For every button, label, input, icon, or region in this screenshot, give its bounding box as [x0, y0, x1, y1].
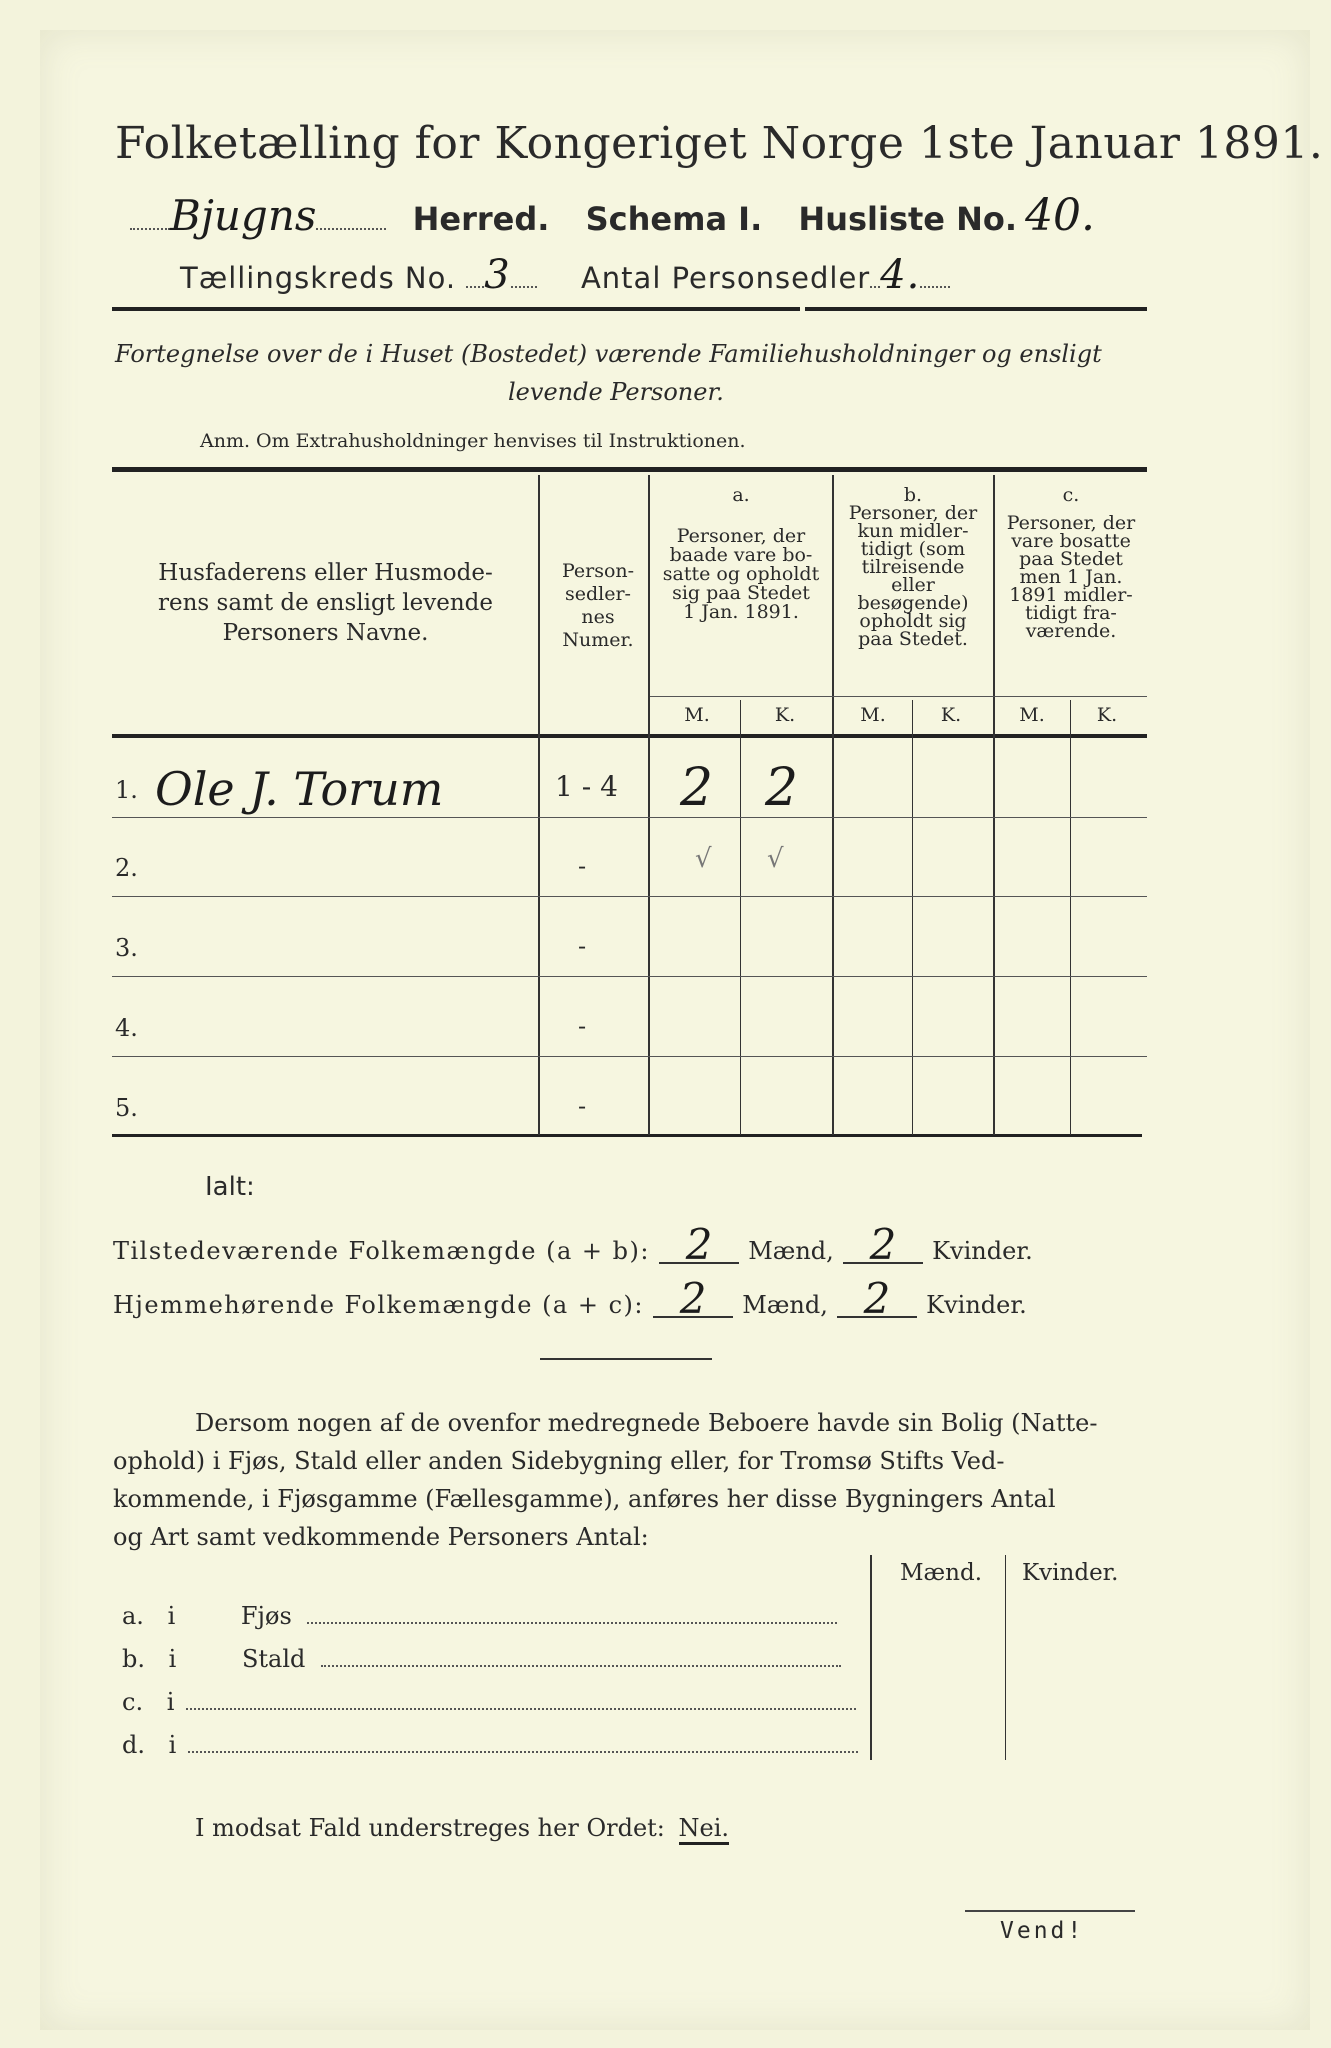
header-rule-right	[805, 307, 1147, 311]
modsat-line: I modsat Fald understreges her Ordet: Nei.	[195, 1814, 729, 1842]
label-b-k: K.	[940, 704, 962, 726]
totals-line-2-label: Hjemmehørende Folkemængde (a + c):	[113, 1291, 644, 1319]
totals-line-1-label: Tilstedeværende Folkemængde (a + b):	[113, 1237, 650, 1265]
label-a-m: M.	[684, 704, 710, 726]
totals-line-1	[113, 1220, 1033, 1269]
buildings-col-kvinder: Kvinder.	[1022, 1560, 1119, 1586]
row-num: -	[578, 1092, 587, 1120]
nei-word: Nei.	[679, 1814, 730, 1845]
herred-value: Bjugns	[170, 191, 317, 240]
vend-rule	[965, 1910, 1135, 1912]
totals-line-2-k: 2	[837, 1282, 917, 1318]
mk-subheader-line	[650, 696, 1147, 697]
table-row	[115, 758, 1145, 820]
intro-line-2: levende Personer.	[508, 378, 724, 406]
totals-line-1-maend: Mænd,	[748, 1237, 834, 1265]
husliste-label: Husliste No.	[798, 200, 1018, 238]
totals-line-2-m: 2	[653, 1282, 733, 1318]
row-a-k: 2	[765, 758, 799, 818]
kreds-value: 3	[484, 252, 511, 298]
col-header-b: b. Personer, der kun midler- tidigt (som tilreisende eller besøgende) opholdt sig paa Stedet.	[848, 484, 978, 650]
row-name: Ole J. Torum	[155, 762, 444, 816]
row-num: 1 - 4	[555, 770, 618, 803]
buildings-col-divider-1	[870, 1555, 872, 1760]
table-header-bottom-rule	[112, 734, 1147, 738]
col-divider-cm	[1070, 700, 1071, 1135]
herred-line	[130, 190, 1095, 241]
label-b-m: M.	[860, 704, 886, 726]
row-a-m: √	[695, 844, 712, 874]
row-number: 5.	[115, 1094, 138, 1122]
schema-label: Schema I.	[585, 200, 763, 238]
totals-line-2-maend: Mænd,	[742, 1291, 828, 1319]
table-top-rule	[112, 467, 1147, 472]
ialt-label: Ialt:	[205, 1172, 255, 1202]
antal-value: 4.	[880, 252, 921, 298]
section-divider	[540, 1358, 712, 1360]
row-number: 3.	[115, 934, 138, 962]
herred-label: Herred.	[412, 200, 550, 238]
row-number: 1.	[115, 776, 138, 804]
table-row	[115, 1012, 1145, 1062]
kreds-label: Tællingskreds No.	[180, 261, 457, 295]
table-row	[115, 932, 1145, 982]
header-rule-left	[112, 307, 800, 311]
husliste-value: 40.	[1025, 190, 1096, 241]
row-a-m: 2	[680, 758, 714, 818]
row-num: -	[578, 852, 587, 880]
antal-label: Antal Personsedler	[580, 261, 871, 295]
totals-line-1-k: 2	[843, 1228, 923, 1264]
building-row-d: d. i	[122, 1731, 858, 1759]
buildings-col-maend: Mænd.	[900, 1560, 983, 1586]
building-row-a: a. i Fjøs	[122, 1602, 837, 1630]
building-row-b: b. i Stald	[122, 1645, 841, 1673]
buildings-col-divider-2	[1005, 1555, 1006, 1760]
building-row-c: c. i	[122, 1688, 856, 1716]
row-num: -	[578, 932, 587, 960]
form-title: Folketælling for Kongeriget Norge 1ste Januar 1891.	[115, 118, 1324, 169]
row-a-k: √	[767, 844, 784, 874]
totals-line-2	[113, 1274, 1027, 1323]
row-number: 2.	[115, 854, 138, 882]
col-header-c: c. Personer, der vare bosatte paa Stedet men 1 Jan. 1891 midler- tidigt fra- værende.	[1006, 484, 1136, 642]
row-number: 4.	[115, 1014, 138, 1042]
label-c-m: M.	[1019, 704, 1045, 726]
col-divider-bm	[912, 700, 913, 1135]
totals-line-2-kvinder: Kvinder.	[926, 1291, 1027, 1319]
label-c-k: K.	[1096, 704, 1118, 726]
table-bottom-rule	[112, 1134, 1142, 1137]
table-row	[115, 1092, 1145, 1132]
totals-line-1-kvinder: Kvinder.	[932, 1237, 1033, 1265]
col-header-num: Person- sedler- nes Numer.	[561, 560, 635, 651]
col-header-a: a. Personer, der baade vare bo- satte og opholdt sig paa Stedet 1 Jan. 1891.	[662, 484, 820, 623]
col-header-name: Husfaderens eller Husmode- rens samt de ensligt levende Personers Navne.	[158, 560, 493, 646]
table-row	[115, 844, 1145, 902]
totals-line-1-m: 2	[659, 1228, 739, 1264]
buildings-paragraph: Dersom nogen af de ovenfor medregnede Beboere havde sin Bolig (Natte- ophold) i Fjøs, Stald eller anden Sidebygning eller, for Tromsø Stifts Ved- kommende, i Fjøsgamme (Fællesgamme), anføres her disse Bygningers Antal og Art samt vedkommende Personers Antal:	[113, 1409, 1098, 1551]
row-num: -	[578, 1012, 587, 1040]
kreds-line	[180, 252, 950, 298]
anm-note: Anm. Om Extrahusholdninger henvises til Instruktionen.	[200, 430, 746, 452]
label-a-k: K.	[774, 704, 796, 726]
vend-text: Vend!	[1000, 1918, 1085, 1944]
col-divider-am	[740, 700, 741, 1135]
intro-line-1: Fortegnelse over de i Huset (Bostedet) værende Familiehusholdninger og ensligt	[115, 340, 1102, 368]
